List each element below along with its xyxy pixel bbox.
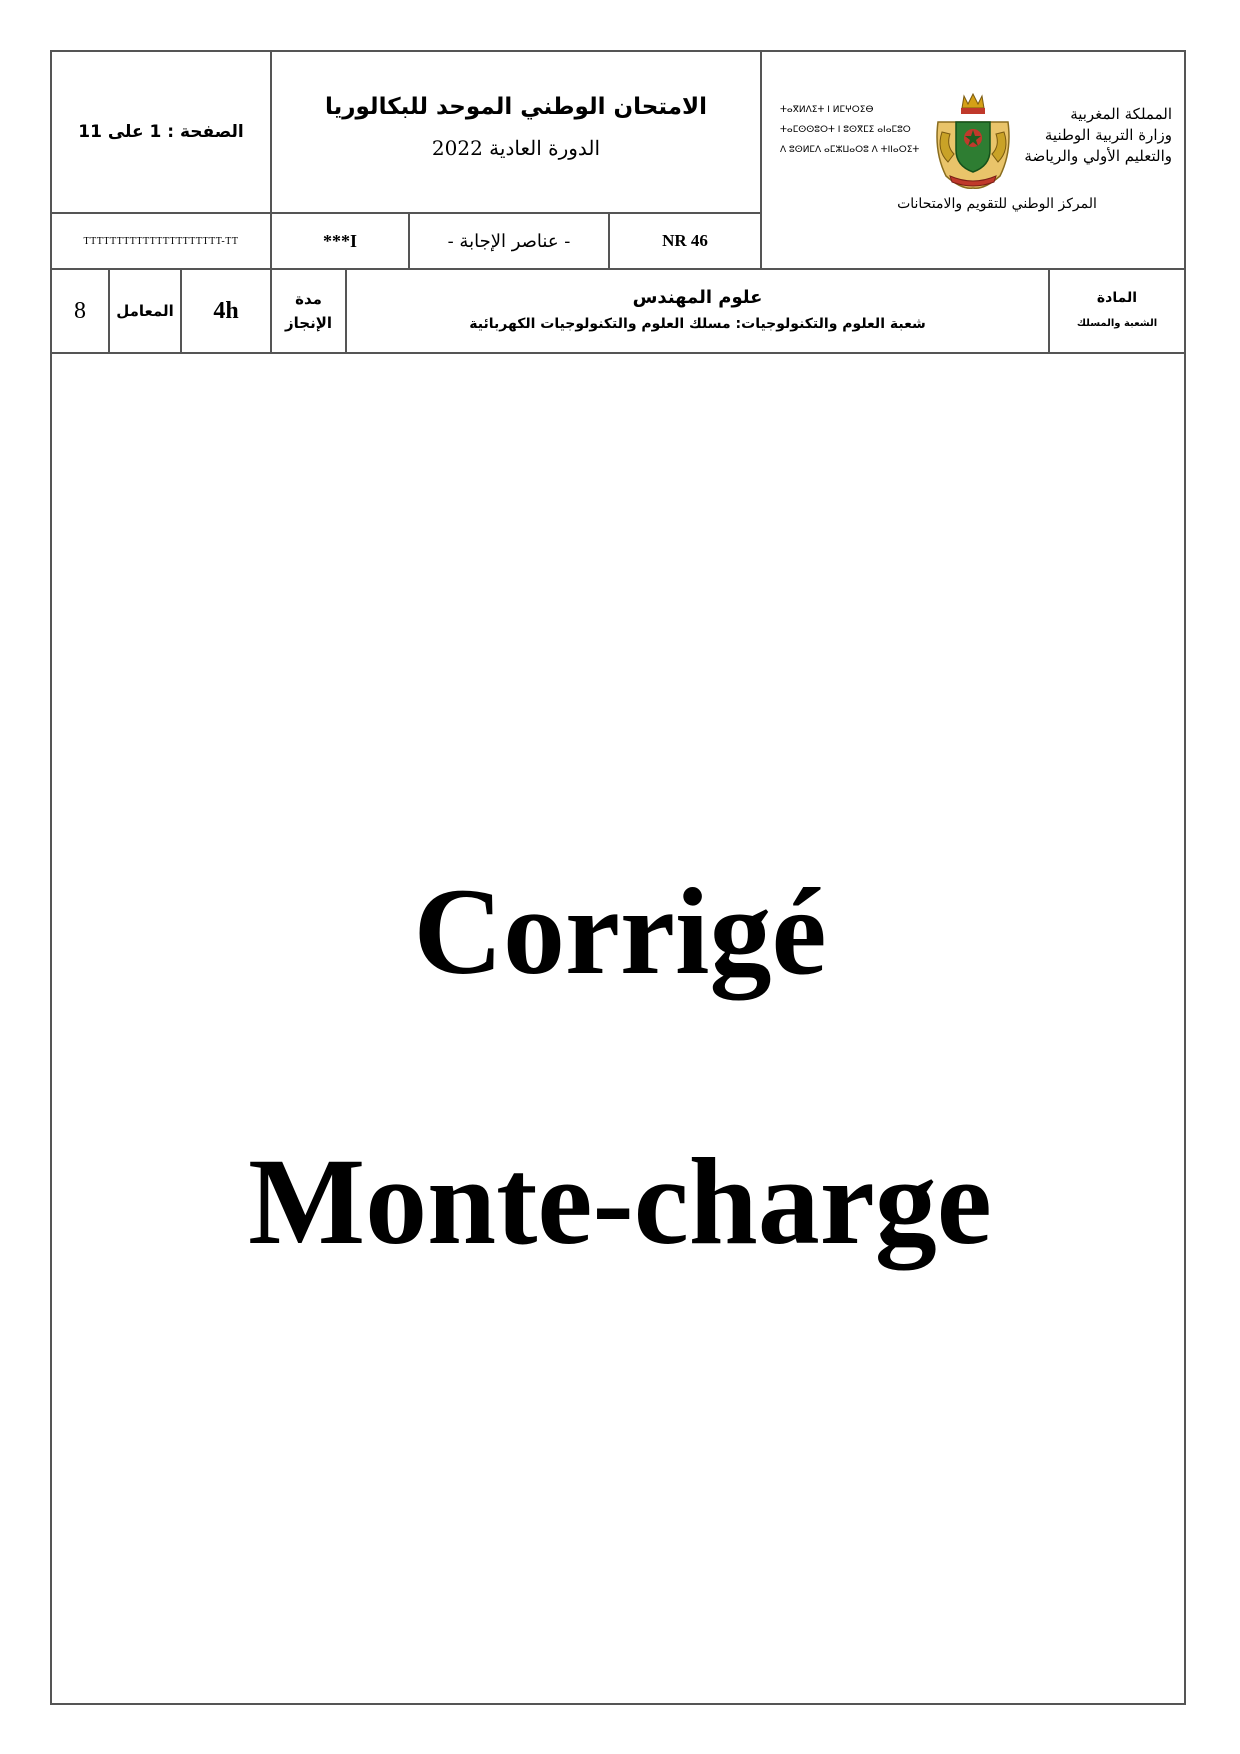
subject-title: علوم المهندس <box>632 287 763 308</box>
coefficient-label: المعامل <box>116 302 174 320</box>
document-title-line1: Corrigé <box>413 863 827 1000</box>
tifinagh-text: ⵜⴰⴳⵍⴷⵉⵜ ⵏ ⵍⵎⵖⵔⵉⴱ ⵜⴰⵎⵙⵙⵓⵔⵜ ⵏ ⵓⵙⴳⵎⵉ ⴰⵏⴰⵎⵓⵔ ⴷ ⵓⵙⵍⵎⴷ ⴰⵎⵣⵡⴰⵔⵓ ⴷ ⵜⵏⵏⴰⵔⵉⵜ <box>780 105 920 155</box>
answer-elements-label: - عناصر الإجابة - <box>447 230 571 252</box>
subject-labels: المادة الشعبة والمسلك <box>1076 290 1158 329</box>
coefficient-value: 8 <box>74 297 86 324</box>
stars-code: ***I <box>322 230 357 251</box>
subject-track: شعبة العلوم والتكنولوجيات: مسلك العلوم والتكنولوجيات الكهربائية <box>469 316 926 332</box>
session-label: الدورة العادية 2022 <box>431 136 601 160</box>
duration-label: مدة الإنجاز <box>284 290 333 332</box>
center-name: المركز الوطني للتقويم والامتحانات <box>897 196 1097 212</box>
exam-title-block <box>272 52 760 212</box>
page-number: الصفحة : 1 على 11 <box>78 122 244 142</box>
document-title-line2: Monte-charge <box>248 1133 992 1270</box>
institution-block <box>762 52 1186 268</box>
divider <box>50 352 1186 354</box>
subject-block <box>347 270 1048 352</box>
barcode-text: TTTTTTTTTTTTTTTTTTTTT-TT <box>83 235 239 247</box>
duration-value: 4h <box>213 297 239 324</box>
exam-title: الامتحان الوطني الموحد للبكالوريا <box>325 94 707 120</box>
nr-code: NR 46 <box>662 231 708 250</box>
ministry-text: المملكة المغربية وزارة التربية الوطنية والتعليم الأولي والرياضة <box>1024 105 1172 165</box>
